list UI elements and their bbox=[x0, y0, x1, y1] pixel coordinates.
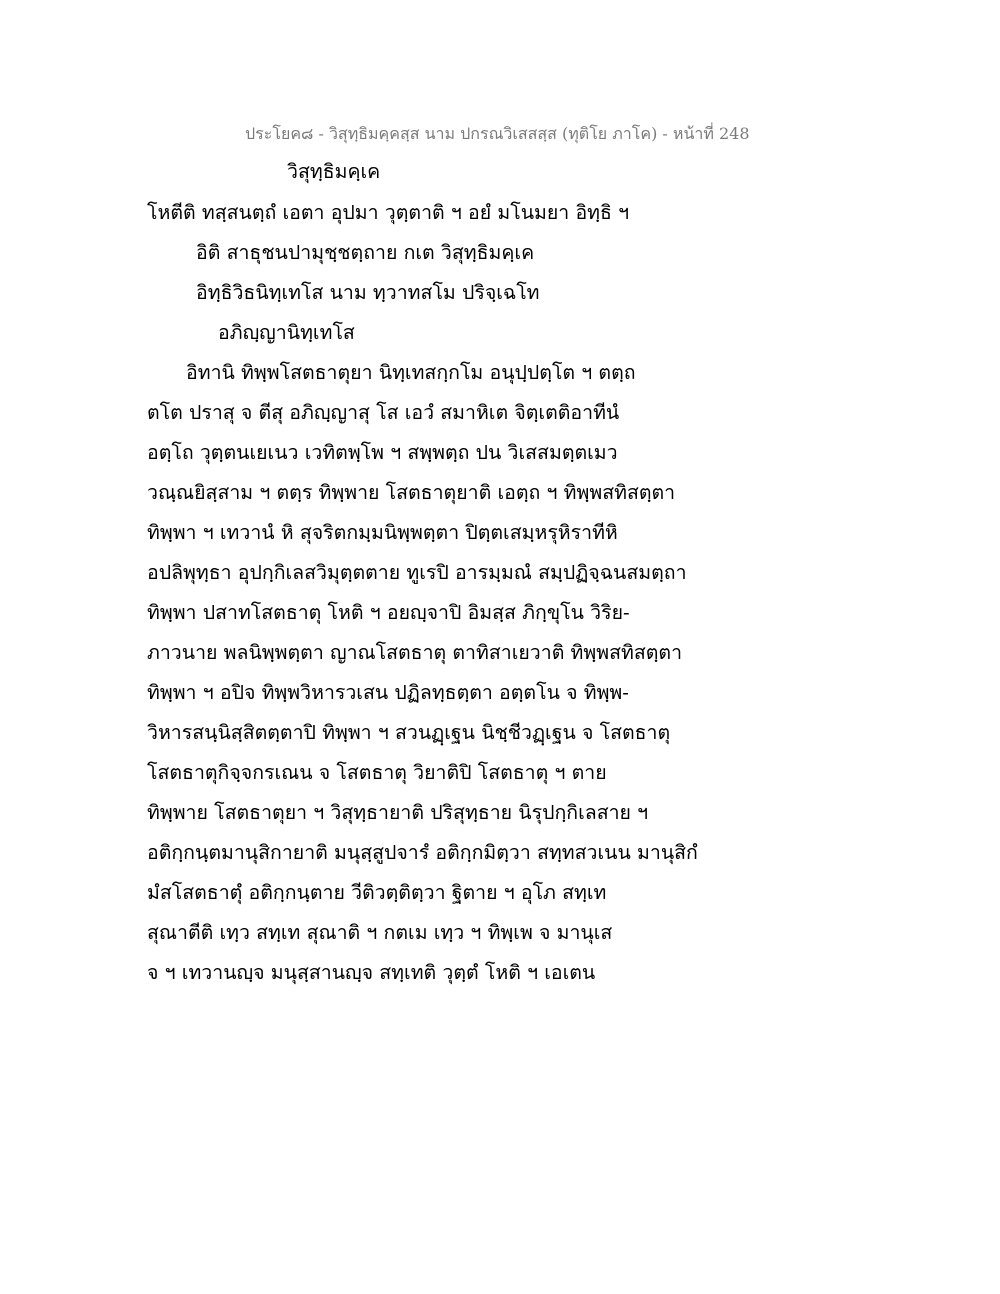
text-line: อปลิพุทฺธา อุปกฺกิเลสวิมุตฺตตาย ทูเรปิ อารมฺมณํ สมฺปฏิจฺฉนสมตฺถา bbox=[147, 561, 687, 584]
paragraph-first-line: อิทานิ ทิพฺพโสตธาตุยา นิทฺเทสกฺกโม อนุปฺปตฺโต ฯ ตตฺถ bbox=[186, 361, 636, 384]
text-line: วิหารสนฺนิสฺสิตตฺตาปิ ทิพฺพา ฯ สวนฏฺเฐน นิชฺชีวฏฺเฐน จ โสตธาตุ bbox=[147, 721, 671, 744]
text-line: มํสโสตธาตุํ อติกฺกนฺตาย วีติวตฺติตฺวา ฐิตาย ฯ อุโภ สทฺเท bbox=[147, 881, 607, 904]
text-line: ทิพฺพา ฯ เทวานํ หิ สุจริตกมฺมนิพฺพตฺตา ปิตฺตเสมฺหรุหิราทีหิ bbox=[147, 521, 618, 544]
text-line: อติกฺกนฺตมานุสิกายาติ มนุสฺสูปจารํ อติกฺกมิตฺวา สทฺทสวเนน มานุสิกํ bbox=[147, 841, 698, 864]
text-line: วณฺณยิสฺสาม ฯ ตตฺร ทิพฺพาย โสตธาตุยาติ เอตฺถ ฯ ทิพฺพสทิสตฺตา bbox=[147, 481, 676, 504]
text-line: ภาวนาย พลนิพฺพตฺตา ญาณโสตธาตุ ตาทิสาเยวาติ ทิพฺพสทิสตฺตา bbox=[147, 641, 683, 664]
colophon-line: อิติ สาธุชนปามุชฺชตฺถาย กเต วิสุทฺธิมคฺเค bbox=[196, 241, 535, 264]
text-line: ทิพฺพาย โสตธาตุยา ฯ วิสุทฺธายาติ ปริสุทฺธาย นิรุปกฺกิเลสาย ฯ bbox=[147, 801, 649, 824]
text-line: โหตีติ ทสฺสนตฺถํ เอตา อุปมา วุตฺตาติ ฯ อยํ มโนมยา อิทฺธิ ฯ bbox=[147, 201, 630, 224]
text-line: ตโต ปราสุ จ ตีสุ อภิญฺญาสุ โส เอวํ สมาหิเต จิตฺเตติอาทีนํ bbox=[147, 401, 620, 424]
text-line: โสตธาตุกิจฺจกรเณน จ โสตธาตุ วิยาติปิ โสตธาตุ ฯ ตาย bbox=[147, 761, 607, 784]
chapter-running-title: วิสุทฺธิมคฺเค bbox=[287, 160, 381, 183]
page-header: ประโยค๘ - วิสุทฺธิมคฺคสฺส นาม ปกรณวิเสสสฺส (ทุติโย ภาโค) - หน้าที่ 248 bbox=[245, 124, 750, 143]
text-line: ทิพฺพา ฯ อปิจ ทิพฺพวิหารวเสน ปฏิลทฺธตฺตา อตฺตโน จ ทิพฺพ- bbox=[147, 681, 629, 704]
text-line: จ ฯ เทวานญฺจ มนุสฺสานญฺจ สทฺเทติ วุตฺตํ โหติ ฯ เอเตน bbox=[147, 961, 596, 984]
colophon-line: อิทฺธิวิธนิทฺเทโส นาม ทฺวาทสโม ปริจฺเฉโท bbox=[196, 281, 540, 304]
text-line: อตฺโถ วุตฺตนเยเนว เวทิตพฺโพ ฯ สพฺพตฺถ ปน วิเสสมตฺตเมว bbox=[147, 441, 618, 464]
text-line: ทิพฺพา ปสาทโสตธาตุ โหติ ฯ อยญฺจาปิ อิมสฺส ภิกฺขุโน วิริย- bbox=[147, 601, 630, 624]
text-line: สุณาตีติ เทฺว สทฺเท สุณาติ ฯ กตเม เทฺว ฯ ทิพฺเพ จ มานุเส bbox=[147, 921, 613, 944]
section-heading: อภิญฺญานิทฺเทโส bbox=[218, 321, 355, 344]
